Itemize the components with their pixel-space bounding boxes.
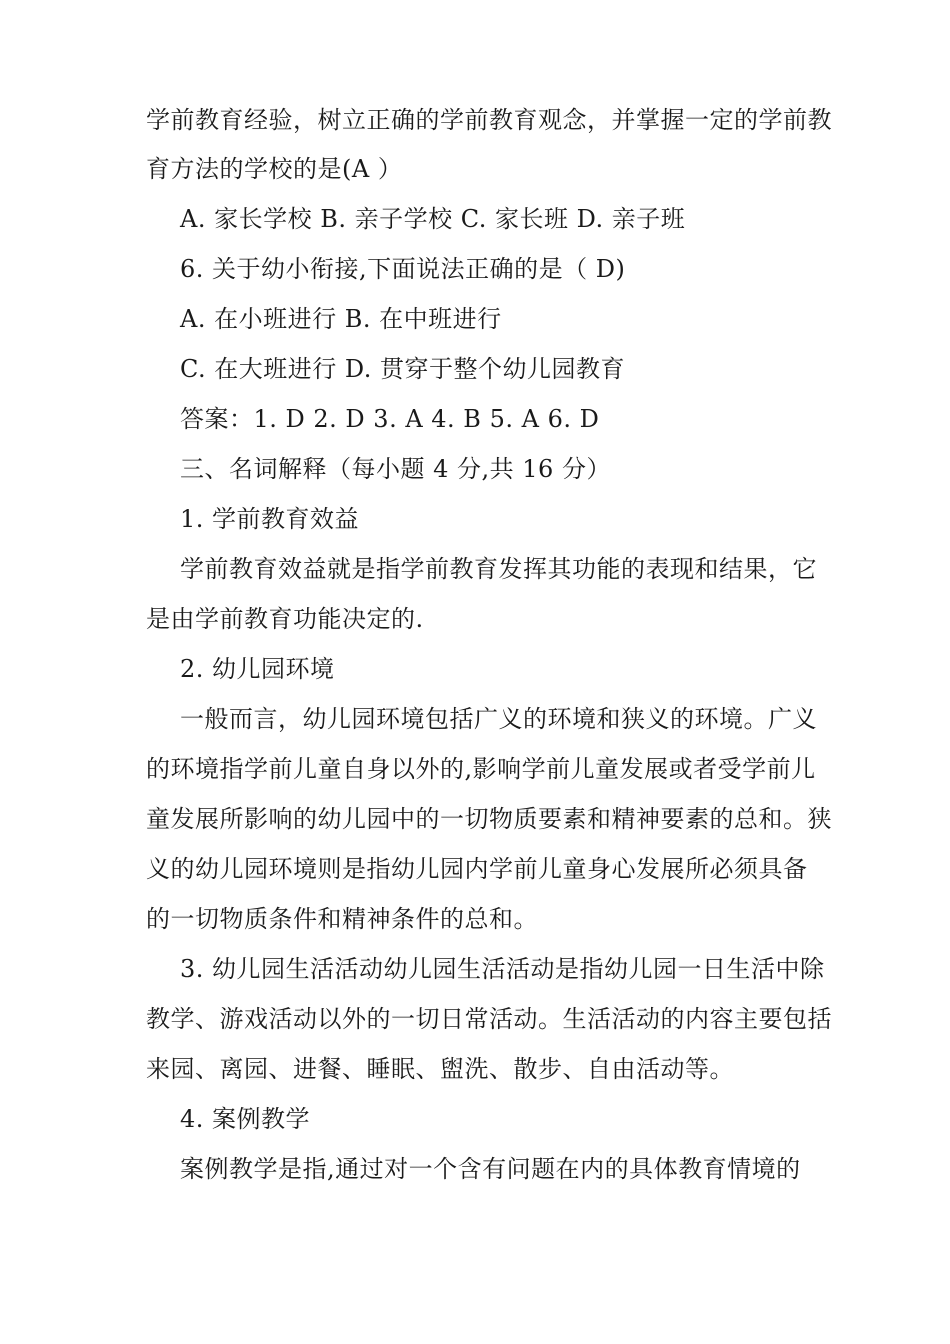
section-heading: 三、名词解释（每小题 4 分,共 16 分） bbox=[180, 455, 611, 483]
option-line: A. 在小班进行 B. 在中班进行 bbox=[180, 305, 502, 333]
paragraph-line: 学前教育经验，树立正确的学前教育观念，并掌握一定的学前教 bbox=[146, 106, 832, 134]
paragraph-line: 案例教学是指,通过对一个含有问题在内的具体教育情境的 bbox=[180, 1155, 801, 1183]
option-line: A. 家长学校 B. 亲子学校 C. 家长班 D. 亲子班 bbox=[180, 205, 686, 233]
paragraph-line: 教学、游戏活动以外的一切日常活动。生活活动的内容主要包括 bbox=[146, 1005, 832, 1033]
paragraph-line: 义的幼儿园环境则是指幼儿园内学前儿童身心发展所必须具备 bbox=[146, 855, 808, 883]
paragraph-line: 来园、离园、进餐、睡眠、盥洗、散步、自由活动等。 bbox=[146, 1055, 734, 1083]
term-heading: 4. 案例教学 bbox=[180, 1105, 311, 1133]
paragraph-line: 一般而言，幼儿园环境包括广义的环境和狭义的环境。广义 bbox=[180, 705, 817, 733]
paragraph-line: 的环境指学前儿童自身以外的,影响学前儿童发展或者受学前儿 bbox=[146, 755, 816, 783]
paragraph-line: 学前教育效益就是指学前教育发挥其功能的表现和结果，它 bbox=[180, 555, 817, 583]
paragraph-line: 童发展所影响的幼儿园中的一切物质要素和精神要素的总和。狭 bbox=[146, 805, 832, 833]
answer-line: 答案：1. D 2. D 3. A 4. B 5. A 6. D bbox=[180, 405, 600, 433]
term-heading: 2. 幼儿园环境 bbox=[180, 655, 335, 683]
paragraph-line: 育方法的学校的是(A ） bbox=[146, 155, 403, 183]
question-line: 6. 关于幼小衔接,下面说法正确的是（ D) bbox=[180, 255, 626, 283]
paragraph-line: 是由学前教育功能决定的. bbox=[146, 605, 424, 633]
option-line: C. 在大班进行 D. 贯穿于整个幼儿园教育 bbox=[180, 355, 626, 383]
term-heading: 1. 学前教育效益 bbox=[180, 505, 360, 533]
paragraph-line: 3. 幼儿园生活活动幼儿园生活活动是指幼儿园一日生活中除 bbox=[180, 955, 825, 983]
paragraph-line: 的一切物质条件和精神条件的总和。 bbox=[146, 905, 538, 933]
